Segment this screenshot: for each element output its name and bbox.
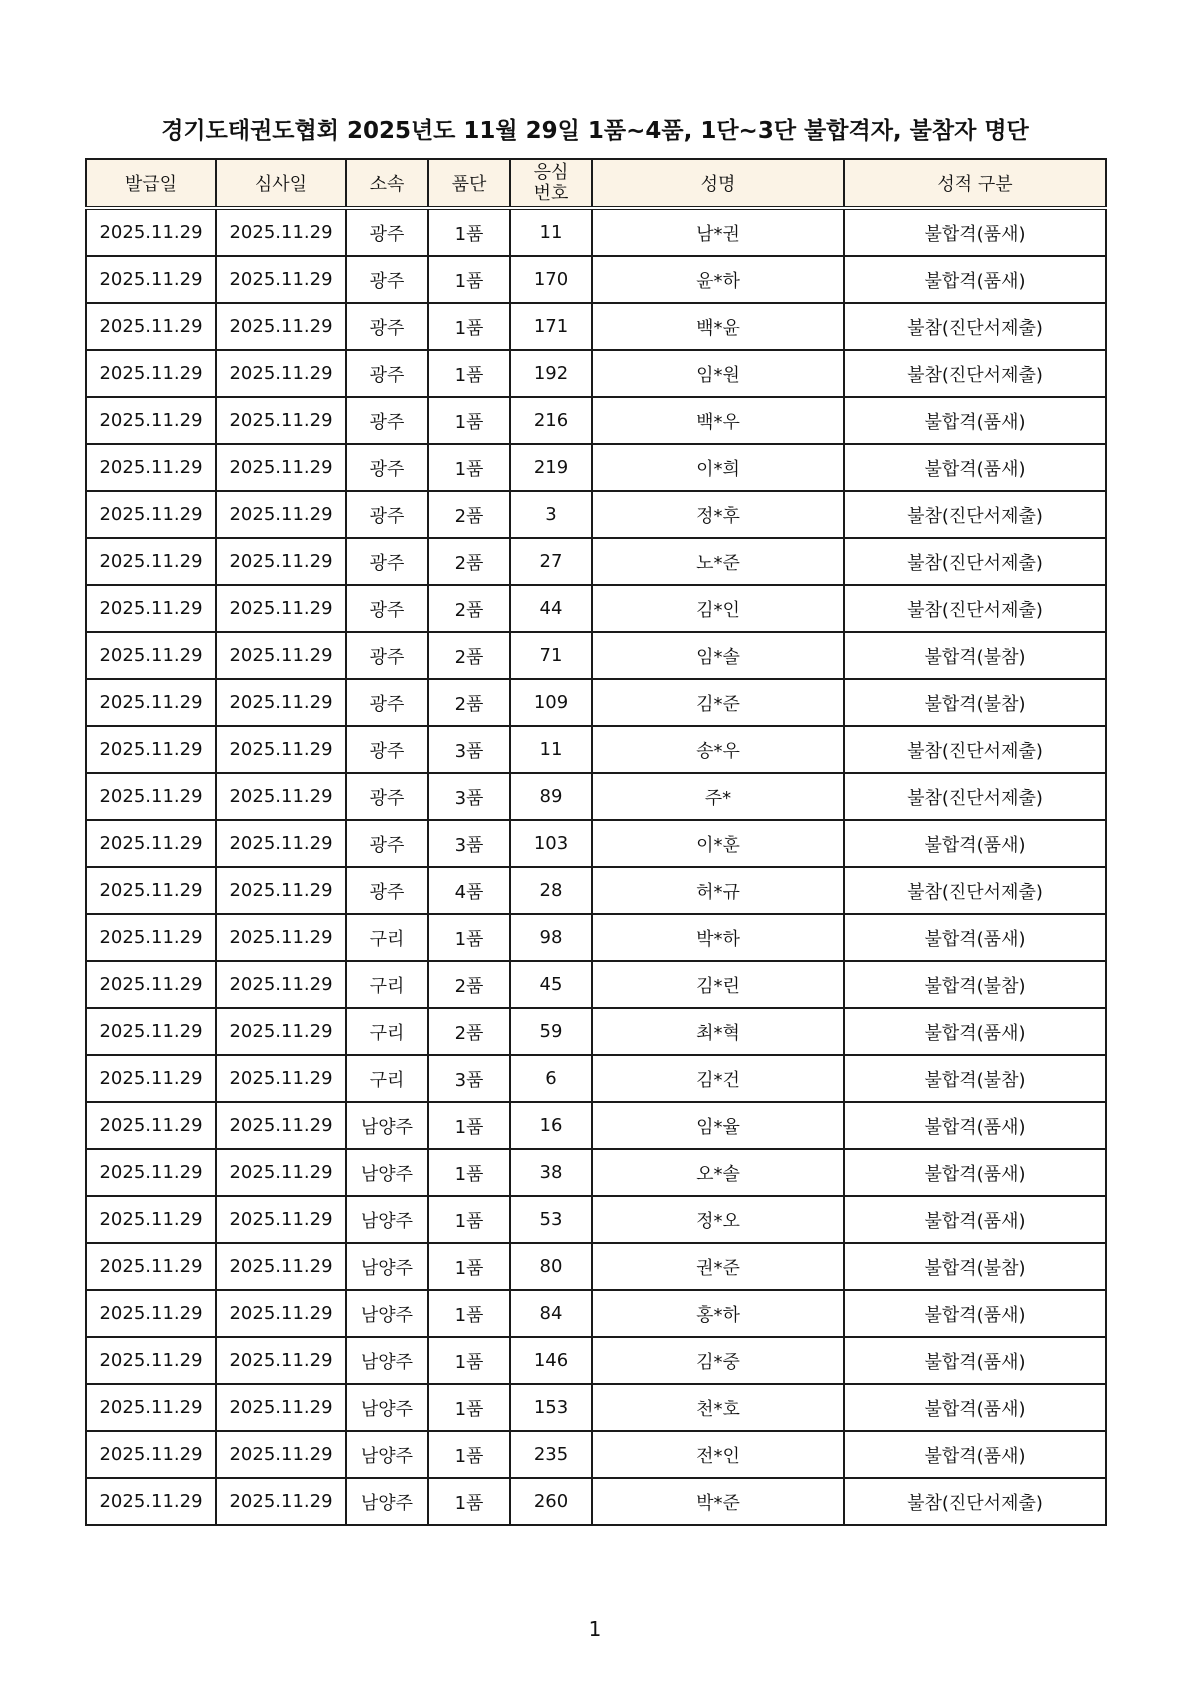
cell-result: 불합격(품새)	[844, 914, 1106, 961]
cell-result: 불합격(품새)	[844, 256, 1106, 303]
cell-affiliation: 광주	[346, 444, 428, 491]
cell-exam-date: 2025.11.29	[216, 208, 346, 256]
cell-name: 천*호	[592, 1384, 844, 1431]
cell-rank: 1품	[428, 303, 510, 350]
cell-issue-date: 2025.11.29	[86, 773, 216, 820]
cell-exam-number: 11	[510, 726, 592, 773]
cell-issue-date: 2025.11.29	[86, 1290, 216, 1337]
table-row	[86, 961, 1106, 1008]
cell-result: 불합격(품새)	[844, 1384, 1106, 1431]
cell-rank: 3품	[428, 726, 510, 773]
cell-result: 불합격(품새)	[844, 1337, 1106, 1384]
cell-exam-date: 2025.11.29	[216, 1196, 346, 1243]
cell-name: 주*	[592, 773, 844, 820]
cell-exam-date: 2025.11.29	[216, 1290, 346, 1337]
cell-exam-number: 89	[510, 773, 592, 820]
cell-exam-date: 2025.11.29	[216, 1384, 346, 1431]
cell-exam-number: 171	[510, 303, 592, 350]
cell-result: 불합격(품새)	[844, 1431, 1106, 1478]
cell-name: 김*인	[592, 585, 844, 632]
cell-exam-date: 2025.11.29	[216, 1149, 346, 1196]
cell-result: 불참(진단서제출)	[844, 773, 1106, 820]
table-row	[86, 679, 1106, 726]
table-row	[86, 1149, 1106, 1196]
cell-affiliation: 광주	[346, 585, 428, 632]
cell-issue-date: 2025.11.29	[86, 538, 216, 585]
table-row	[86, 867, 1106, 914]
cell-rank: 1품	[428, 444, 510, 491]
cell-issue-date: 2025.11.29	[86, 444, 216, 491]
cell-exam-number: 103	[510, 820, 592, 867]
table-header-row	[86, 159, 1106, 208]
cell-exam-number: 44	[510, 585, 592, 632]
cell-exam-number: 170	[510, 256, 592, 303]
cell-exam-number: 153	[510, 1384, 592, 1431]
cell-rank: 1품	[428, 397, 510, 444]
cell-result: 불합격(불참)	[844, 961, 1106, 1008]
cell-issue-date: 2025.11.29	[86, 1196, 216, 1243]
table-row	[86, 820, 1106, 867]
cell-result: 불합격(불참)	[844, 632, 1106, 679]
table-row	[86, 491, 1106, 538]
cell-result: 불참(진단서제출)	[844, 726, 1106, 773]
cell-exam-number: 146	[510, 1337, 592, 1384]
roster-table	[85, 158, 1107, 1526]
cell-rank: 2품	[428, 585, 510, 632]
cell-name: 허*규	[592, 867, 844, 914]
cell-affiliation: 구리	[346, 961, 428, 1008]
cell-exam-date: 2025.11.29	[216, 1102, 346, 1149]
cell-name: 송*우	[592, 726, 844, 773]
table-body	[86, 208, 1106, 1525]
cell-exam-number: 27	[510, 538, 592, 585]
cell-exam-date: 2025.11.29	[216, 773, 346, 820]
cell-rank: 2품	[428, 961, 510, 1008]
cell-result: 불합격(품새)	[844, 1008, 1106, 1055]
cell-exam-number: 59	[510, 1008, 592, 1055]
cell-affiliation: 광주	[346, 773, 428, 820]
table-row	[86, 632, 1106, 679]
cell-result: 불합격(불참)	[844, 1055, 1106, 1102]
table-row	[86, 256, 1106, 303]
cell-result: 불참(진단서제출)	[844, 585, 1106, 632]
cell-affiliation: 남양주	[346, 1290, 428, 1337]
cell-exam-number: 98	[510, 914, 592, 961]
cell-exam-number: 38	[510, 1149, 592, 1196]
cell-rank: 3품	[428, 1055, 510, 1102]
cell-affiliation: 광주	[346, 538, 428, 585]
cell-exam-date: 2025.11.29	[216, 303, 346, 350]
cell-issue-date: 2025.11.29	[86, 1337, 216, 1384]
cell-result: 불합격(품새)	[844, 820, 1106, 867]
col-header-affiliation: 소속	[346, 159, 428, 208]
cell-exam-date: 2025.11.29	[216, 961, 346, 1008]
cell-result: 불합격(품새)	[844, 1149, 1106, 1196]
cell-exam-number: 71	[510, 632, 592, 679]
cell-affiliation: 남양주	[346, 1384, 428, 1431]
cell-result: 불합격(불참)	[844, 679, 1106, 726]
table-row	[86, 1008, 1106, 1055]
cell-result: 불합격(품새)	[844, 1102, 1106, 1149]
cell-name: 오*솔	[592, 1149, 844, 1196]
table-row	[86, 1196, 1106, 1243]
table-row	[86, 1478, 1106, 1525]
cell-name: 김*린	[592, 961, 844, 1008]
cell-exam-date: 2025.11.29	[216, 1243, 346, 1290]
cell-exam-date: 2025.11.29	[216, 679, 346, 726]
cell-affiliation: 남양주	[346, 1243, 428, 1290]
cell-rank: 1품	[428, 208, 510, 256]
cell-name: 노*준	[592, 538, 844, 585]
cell-name: 임*율	[592, 1102, 844, 1149]
cell-issue-date: 2025.11.29	[86, 961, 216, 1008]
cell-rank: 2품	[428, 491, 510, 538]
cell-affiliation: 광주	[346, 491, 428, 538]
cell-exam-number: 11	[510, 208, 592, 256]
cell-exam-date: 2025.11.29	[216, 350, 346, 397]
cell-exam-date: 2025.11.29	[216, 491, 346, 538]
table-row	[86, 1055, 1106, 1102]
cell-exam-date: 2025.11.29	[216, 632, 346, 679]
cell-affiliation: 광주	[346, 303, 428, 350]
cell-name: 권*준	[592, 1243, 844, 1290]
cell-name: 백*우	[592, 397, 844, 444]
cell-name: 윤*하	[592, 256, 844, 303]
cell-exam-number: 28	[510, 867, 592, 914]
cell-name: 정*오	[592, 1196, 844, 1243]
cell-affiliation: 광주	[346, 867, 428, 914]
cell-exam-date: 2025.11.29	[216, 1055, 346, 1102]
cell-affiliation: 광주	[346, 208, 428, 256]
cell-exam-date: 2025.11.29	[216, 256, 346, 303]
cell-rank: 3품	[428, 773, 510, 820]
cell-name: 이*희	[592, 444, 844, 491]
cell-issue-date: 2025.11.29	[86, 1243, 216, 1290]
cell-result: 불합격(품새)	[844, 444, 1106, 491]
table-row	[86, 585, 1106, 632]
cell-rank: 1품	[428, 1149, 510, 1196]
cell-issue-date: 2025.11.29	[86, 1055, 216, 1102]
cell-affiliation: 광주	[346, 679, 428, 726]
cell-issue-date: 2025.11.29	[86, 256, 216, 303]
col-header-name: 성명	[592, 159, 844, 208]
cell-affiliation: 광주	[346, 820, 428, 867]
cell-rank: 1품	[428, 1431, 510, 1478]
cell-exam-date: 2025.11.29	[216, 585, 346, 632]
cell-name: 김*건	[592, 1055, 844, 1102]
cell-affiliation: 광주	[346, 726, 428, 773]
cell-rank: 1품	[428, 256, 510, 303]
cell-result: 불합격(품새)	[844, 208, 1106, 256]
table-row	[86, 1243, 1106, 1290]
cell-rank: 1품	[428, 1478, 510, 1525]
cell-affiliation: 광주	[346, 397, 428, 444]
cell-name: 김*중	[592, 1337, 844, 1384]
cell-rank: 1품	[428, 1384, 510, 1431]
cell-issue-date: 2025.11.29	[86, 1431, 216, 1478]
table-row	[86, 726, 1106, 773]
cell-exam-date: 2025.11.29	[216, 820, 346, 867]
cell-exam-number: 192	[510, 350, 592, 397]
cell-rank: 1품	[428, 1196, 510, 1243]
cell-exam-number: 109	[510, 679, 592, 726]
table-row	[86, 1431, 1106, 1478]
cell-exam-number: 16	[510, 1102, 592, 1149]
table-row	[86, 538, 1106, 585]
cell-name: 남*권	[592, 208, 844, 256]
table-row	[86, 444, 1106, 491]
cell-exam-date: 2025.11.29	[216, 1008, 346, 1055]
cell-name: 정*후	[592, 491, 844, 538]
page-title: 경기도태권도협회 2025년도 11월 29일 1품~4품, 1단~3단 불합격자, 불참자 명단	[161, 118, 1029, 144]
cell-rank: 2품	[428, 538, 510, 585]
cell-exam-date: 2025.11.29	[216, 726, 346, 773]
cell-result: 불참(진단서제출)	[844, 538, 1106, 585]
cell-affiliation: 광주	[346, 632, 428, 679]
cell-issue-date: 2025.11.29	[86, 820, 216, 867]
table-row	[86, 208, 1106, 256]
col-header-result: 성적 구분	[844, 159, 1106, 208]
table-row	[86, 397, 1106, 444]
cell-name: 홍*하	[592, 1290, 844, 1337]
cell-affiliation: 남양주	[346, 1102, 428, 1149]
cell-affiliation: 광주	[346, 350, 428, 397]
cell-name: 백*윤	[592, 303, 844, 350]
cell-affiliation: 남양주	[346, 1196, 428, 1243]
cell-affiliation: 광주	[346, 256, 428, 303]
cell-rank: 2품	[428, 679, 510, 726]
cell-issue-date: 2025.11.29	[86, 1478, 216, 1525]
cell-result: 불합격(불참)	[844, 1243, 1106, 1290]
page-number: 1	[588, 1617, 602, 1641]
cell-result: 불참(진단서제출)	[844, 491, 1106, 538]
table-row	[86, 914, 1106, 961]
col-header-issue-date: 발급일	[86, 159, 216, 208]
cell-exam-date: 2025.11.29	[216, 867, 346, 914]
cell-rank: 1품	[428, 1337, 510, 1384]
cell-issue-date: 2025.11.29	[86, 303, 216, 350]
cell-exam-number: 6	[510, 1055, 592, 1102]
cell-issue-date: 2025.11.29	[86, 679, 216, 726]
cell-result: 불참(진단서제출)	[844, 1478, 1106, 1525]
col-header-exam-date: 심사일	[216, 159, 346, 208]
table-row	[86, 773, 1106, 820]
cell-rank: 3품	[428, 820, 510, 867]
cell-rank: 1품	[428, 914, 510, 961]
cell-exam-date: 2025.11.29	[216, 397, 346, 444]
cell-name: 김*준	[592, 679, 844, 726]
cell-issue-date: 2025.11.29	[86, 585, 216, 632]
cell-issue-date: 2025.11.29	[86, 1008, 216, 1055]
cell-affiliation: 남양주	[346, 1431, 428, 1478]
cell-name: 임*솔	[592, 632, 844, 679]
cell-result: 불참(진단서제출)	[844, 867, 1106, 914]
cell-name: 박*준	[592, 1478, 844, 1525]
cell-issue-date: 2025.11.29	[86, 350, 216, 397]
cell-rank: 2품	[428, 632, 510, 679]
cell-rank: 1품	[428, 1102, 510, 1149]
cell-affiliation: 구리	[346, 1008, 428, 1055]
cell-result: 불합격(품새)	[844, 1196, 1106, 1243]
col-header-exam-number: 응심 번호	[510, 159, 592, 208]
cell-issue-date: 2025.11.29	[86, 867, 216, 914]
cell-issue-date: 2025.11.29	[86, 632, 216, 679]
cell-exam-date: 2025.11.29	[216, 914, 346, 961]
table-row	[86, 1384, 1106, 1431]
cell-affiliation: 남양주	[346, 1149, 428, 1196]
table-row	[86, 303, 1106, 350]
cell-issue-date: 2025.11.29	[86, 397, 216, 444]
cell-affiliation: 구리	[346, 1055, 428, 1102]
table-row	[86, 1102, 1106, 1149]
cell-issue-date: 2025.11.29	[86, 208, 216, 256]
col-header-rank: 품단	[428, 159, 510, 208]
cell-issue-date: 2025.11.29	[86, 914, 216, 961]
cell-result: 불합격(품새)	[844, 397, 1106, 444]
cell-name: 박*하	[592, 914, 844, 961]
cell-exam-number: 45	[510, 961, 592, 1008]
cell-exam-date: 2025.11.29	[216, 1337, 346, 1384]
cell-rank: 4품	[428, 867, 510, 914]
cell-issue-date: 2025.11.29	[86, 1384, 216, 1431]
cell-name: 전*인	[592, 1431, 844, 1478]
cell-exam-number: 216	[510, 397, 592, 444]
table-row	[86, 1337, 1106, 1384]
cell-name: 이*훈	[592, 820, 844, 867]
cell-exam-number: 80	[510, 1243, 592, 1290]
cell-affiliation: 남양주	[346, 1337, 428, 1384]
table-row	[86, 350, 1106, 397]
cell-result: 불참(진단서제출)	[844, 350, 1106, 397]
cell-exam-date: 2025.11.29	[216, 1478, 346, 1525]
cell-exam-date: 2025.11.29	[216, 444, 346, 491]
cell-exam-number: 260	[510, 1478, 592, 1525]
table-row	[86, 1290, 1106, 1337]
cell-exam-number: 235	[510, 1431, 592, 1478]
cell-exam-date: 2025.11.29	[216, 1431, 346, 1478]
cell-exam-number: 219	[510, 444, 592, 491]
cell-rank: 1품	[428, 350, 510, 397]
cell-issue-date: 2025.11.29	[86, 726, 216, 773]
cell-exam-number: 84	[510, 1290, 592, 1337]
cell-issue-date: 2025.11.29	[86, 491, 216, 538]
cell-affiliation: 구리	[346, 914, 428, 961]
cell-name: 최*혁	[592, 1008, 844, 1055]
cell-issue-date: 2025.11.29	[86, 1102, 216, 1149]
cell-result: 불참(진단서제출)	[844, 303, 1106, 350]
cell-issue-date: 2025.11.29	[86, 1149, 216, 1196]
cell-exam-number: 53	[510, 1196, 592, 1243]
cell-rank: 1품	[428, 1243, 510, 1290]
cell-name: 임*원	[592, 350, 844, 397]
cell-rank: 2품	[428, 1008, 510, 1055]
cell-exam-number: 3	[510, 491, 592, 538]
cell-result: 불합격(품새)	[844, 1290, 1106, 1337]
cell-affiliation: 남양주	[346, 1478, 428, 1525]
cell-rank: 1품	[428, 1290, 510, 1337]
cell-exam-date: 2025.11.29	[216, 538, 346, 585]
